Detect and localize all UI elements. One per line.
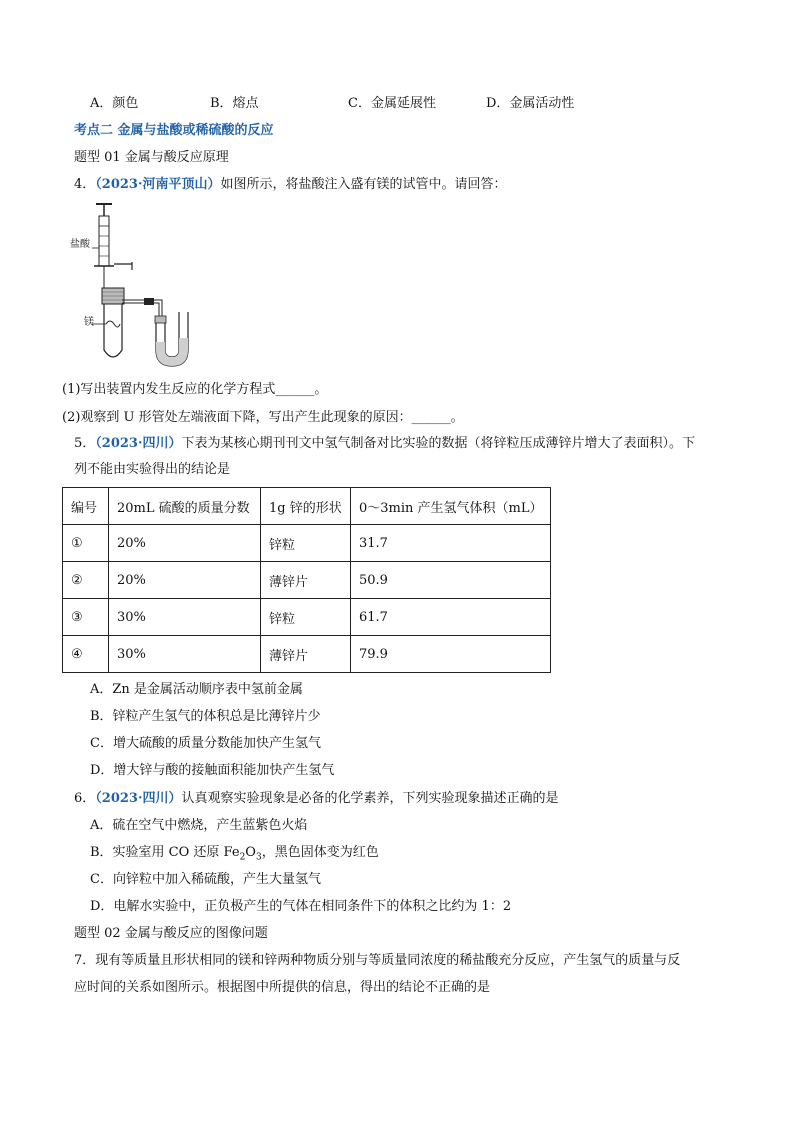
q3-option-b: B．熔点	[210, 96, 259, 111]
table-cell: 30%	[109, 636, 261, 673]
apparatus-diagram	[70, 200, 240, 370]
question-6-stem	[74, 790, 559, 808]
question-6-option-a: A．硫在空气中燃烧，产生蓝紫色火焰	[90, 818, 308, 833]
table-cell: 薄锌片	[261, 636, 351, 673]
question-5-option-c: C．增大硫酸的质量分数能加快产生氢气	[90, 736, 321, 751]
question-4-part-2: (2)观察到 U 形管处左端液面下降，写出产生此现象的原因：______。	[62, 410, 464, 425]
table-cell: 31.7	[351, 525, 551, 562]
q3-option-a: A．颜色	[90, 96, 139, 111]
q3-option-c: C．金属延展性	[348, 96, 436, 111]
question-4-source: （2023·河南平顶山）	[95, 177, 221, 192]
option-b-subscript-2: 3	[255, 852, 262, 863]
question-5-option-a: A．Zn 是金属活动顺序表中氢前金属	[90, 682, 303, 697]
table-cell: 20%	[109, 525, 261, 562]
question-5-number: 5．	[74, 436, 96, 451]
question-5-source: （2023·四川）	[95, 436, 182, 451]
question-type-01: 题型 01 金属与酸反应原理	[74, 150, 229, 165]
table-cell: 薄锌片	[261, 562, 351, 599]
table-cell: ②	[63, 562, 109, 599]
table-row	[63, 599, 551, 636]
table-cell: 锌粒	[261, 599, 351, 636]
table-header: 1g 锌的形状	[261, 488, 351, 525]
table-cell: 50.9	[351, 562, 551, 599]
label-hydrochloric-acid: 盐酸	[70, 239, 90, 250]
table-cell: 79.9	[351, 636, 551, 673]
question-6-option-c: C．向锌粒中加入稀硫酸，产生大量氢气	[90, 872, 321, 887]
table-cell: ④	[63, 636, 109, 673]
option-b-text-mid: O	[245, 845, 256, 860]
question-5-text-line1: 下表为某核心期刊刊文中氢气制备对比实验的数据（将锌粒压成薄锌片增大了表面积）。下	[181, 436, 696, 451]
table-row	[63, 525, 551, 562]
table-header: 0～3min 产生氢气体积（mL）	[351, 488, 551, 525]
question-5-text-line2: 列不能由实验得出的结论是	[74, 462, 231, 477]
option-b-text-end: ，黑色固体变为红色	[261, 845, 379, 860]
option-b-subscript-1: 2	[239, 852, 246, 863]
table-cell: 锌粒	[261, 525, 351, 562]
section-heading: 考点二 金属与盐酸或稀硫酸的反应	[74, 123, 274, 138]
question-6-option-b	[90, 844, 379, 867]
table-row	[63, 636, 551, 673]
question-5-stem	[74, 435, 695, 453]
q3-option-d: D．金属活动性	[486, 96, 575, 111]
question-5-option-b: B．锌粒产生氢气的体积总是比薄锌片少	[90, 709, 321, 724]
question-6-source: （2023·四川）	[95, 791, 182, 806]
question-6-number: 6．	[74, 791, 96, 806]
option-b-text-start: B．实验室用 CO 还原 Fe	[90, 845, 240, 860]
table-header: 编号	[63, 488, 109, 525]
question-4-stem	[74, 176, 507, 194]
table-header-row	[63, 488, 551, 525]
table-cell: 61.7	[351, 599, 551, 636]
table-cell: 30%	[109, 599, 261, 636]
question-4-text: 如图所示，将盐酸注入盛有镁的试管中。请回答：	[220, 177, 507, 192]
label-magnesium: 镁	[84, 317, 94, 328]
question-4-number: 4．	[74, 177, 96, 192]
question-6-text: 认真观察实验现象是必备的化学素养，下列实验现象描述正确的是	[181, 791, 559, 806]
question-4-part-1: (1)写出装置内发生反应的化学方程式______。	[62, 382, 328, 397]
table-cell: ③	[63, 599, 109, 636]
experiment-table	[62, 487, 551, 673]
table-cell: ①	[63, 525, 109, 562]
table-header: 20mL 硫酸的质量分数	[109, 488, 261, 525]
question-7-line2: 应时间的关系如图所示。根据图中所提供的信息，得出的结论不正确的是	[74, 980, 491, 995]
table-row	[63, 562, 551, 599]
question-type-02: 题型 02 金属与酸反应的图像问题	[74, 926, 268, 941]
question-7-line1: 7．现有等质量且形状相同的镁和锌两种物质分别与等质量同浓度的稀盐酸充分反应，产生氢气的质量与反	[74, 953, 681, 968]
question-6-option-d: D．电解水实验中，正负极产生的气体在相同条件下的体积之比约为 1：2	[90, 899, 512, 914]
question-5-option-d: D．增大锌与酸的接触面积能加快产生氢气	[90, 763, 335, 778]
table-cell: 20%	[109, 562, 261, 599]
